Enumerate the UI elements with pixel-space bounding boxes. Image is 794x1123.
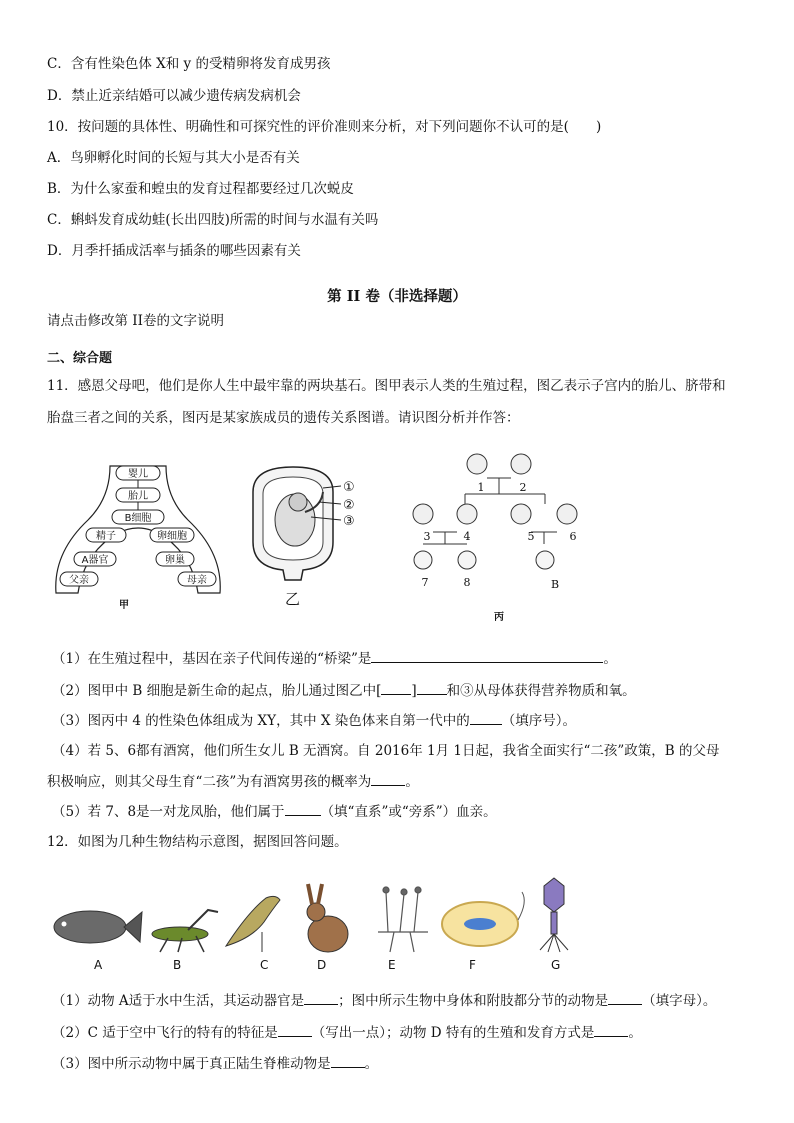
label-g: G [551,958,561,972]
q10-option-c: C．蝌蚪发育成幼蛙(长出四肢)所需的时间与水温有关吗 [47,212,379,228]
q10-option-b: B．为什么家蚕和蝗虫的发育过程都要经过几次蜕皮 [47,181,354,197]
pedigree-2: 2 [519,481,527,494]
fish-icon [54,911,142,943]
section-title: 第 II 卷（非选择题） [327,288,467,305]
figure-organisms [48,872,608,958]
question-10: 10．按问题的具体性、明确性和可探究性的评价准则来分析，对下列问题你不认可的是( ) [47,119,602,135]
pedigree-7: 7 [421,576,429,589]
option-d-marriage: D．禁止近亲结婚可以减少遗传病发病机会 [47,88,301,104]
figure-bing-pedigree [405,448,605,628]
answer-blank-2b[interactable] [417,680,447,695]
question-11-line1: 11．感恩父母吧，他们是你人生中最牢靠的两块基石。图甲表示人类的生殖过程，图乙表示子宫内的胎儿、脐带和 [47,378,726,394]
grasshopper-icon [152,910,218,952]
q11-part2: （2）图甲中 B 细胞是新生命的起点，胎儿通过图乙中[ ] 和③从母体获得营养物质和氧。 [52,680,636,701]
answer-blank-10[interactable] [331,1053,365,1068]
pedigree-1: 1 [477,481,485,494]
label-c: C [260,958,269,972]
pedigree-5: 5 [527,530,535,543]
phage-icon [540,878,568,952]
fungus-icon [378,887,428,952]
label-a: A [94,958,103,972]
node-fetus: 胎儿 [128,491,148,502]
pedigree-b: B [550,578,560,591]
pedigree-6: 6 [569,530,577,543]
label-d: D [317,958,327,972]
marker-2: ② [343,498,355,513]
answer-blank-9[interactable] [594,1022,628,1037]
answer-blank-3[interactable] [470,710,502,725]
q12-part2: （2）C 适于空中飞行的特有的特征是 （写出一点）；动物 D 特有的生殖和发育方式是 。 [52,1022,642,1043]
answer-blank-6[interactable] [304,990,338,1005]
node-father: 父亲 [69,575,89,586]
section-note: 请点击修改第 II卷的文字说明 [47,313,224,329]
pedigree-8: 8 [463,576,471,589]
label-b: B [173,958,182,972]
q11-part4-line2: 积极响应，则其父母生育“二孩”为有酒窝男孩的概率为 。 [47,771,419,792]
pedigree-3: 3 [423,530,431,543]
node-organ-a: A器官 [81,555,109,566]
bird-icon [226,896,280,952]
answer-blank-8[interactable] [278,1022,312,1037]
caption-jia: 甲 [119,600,129,611]
question-11-line2: 胎盘三者之间的关系，图丙是某家族成员的遗传关系图谱。请识图分析并作答： [47,410,520,426]
node-ovary: 卵巢 [165,555,185,566]
q10-option-a: A．鸟卵孵化时间的长短与其大小是否有关 [47,150,300,166]
question-12: 12．如图为几种生物结构示意图，据图回答问题。 [47,834,348,850]
rabbit-icon [307,884,348,952]
q12-part3: （3）图中所示动物中属于真正陆生脊椎动物是 。 [52,1053,378,1074]
pedigree-4: 4 [463,530,471,543]
figure-jia-reproduction [48,458,228,616]
node-baby: 婴儿 [128,469,148,480]
label-e: E [388,958,396,972]
figure-yi-uterus [243,462,383,612]
q11-part1: （1）在生殖过程中，基因在亲子代间传递的“桥梁”是 。 [52,648,617,669]
q10-option-d: D．月季扦插成活率与插条的哪些因素有关 [47,243,301,259]
q11-part5: （5）若 7、8是一对龙凤胎，他们属于 （填“直系”或“旁系”）血亲。 [52,801,497,822]
bacterium-icon [442,892,524,946]
q11-part3: （3）图丙中 4 的性染色体组成为 XY，其中 X 染色体来自第一代中的 （填序号）。 [52,710,576,731]
answer-blank-2a[interactable] [381,680,411,695]
q11-part4-line1: （4）若 5、6都有酒窝，他们所生女儿 B 无酒窝。自 2016年 1月 1日起，我省全面实行“二孩”政策，B 的父母 [52,743,720,759]
node-mother: 母亲 [187,575,207,586]
option-c-chromosome: C．含有性染色体 X和 y 的受精卵将发育成男孩 [47,56,331,72]
marker-1: ① [343,480,355,495]
caption-yi: 乙 [285,590,301,608]
answer-blank-5[interactable] [285,801,321,816]
q12-part1: （1）动物 A适于水中生活，其运动器官是 ；图中所示生物中身体和附肢都分节的动物是 （填字母）。 [52,990,716,1011]
answer-blank-4[interactable] [371,771,405,786]
caption-bing: 丙 [494,612,504,623]
marker-3: ③ [343,514,355,529]
node-egg: 卵细胞 [157,531,187,542]
part-title: 二、综合题 [47,351,113,366]
node-b-cell: B细胞 [124,513,152,524]
node-sperm: 精子 [96,531,116,542]
label-f: F [469,958,476,972]
answer-blank-1[interactable] [371,648,603,663]
answer-blank-7[interactable] [608,990,642,1005]
